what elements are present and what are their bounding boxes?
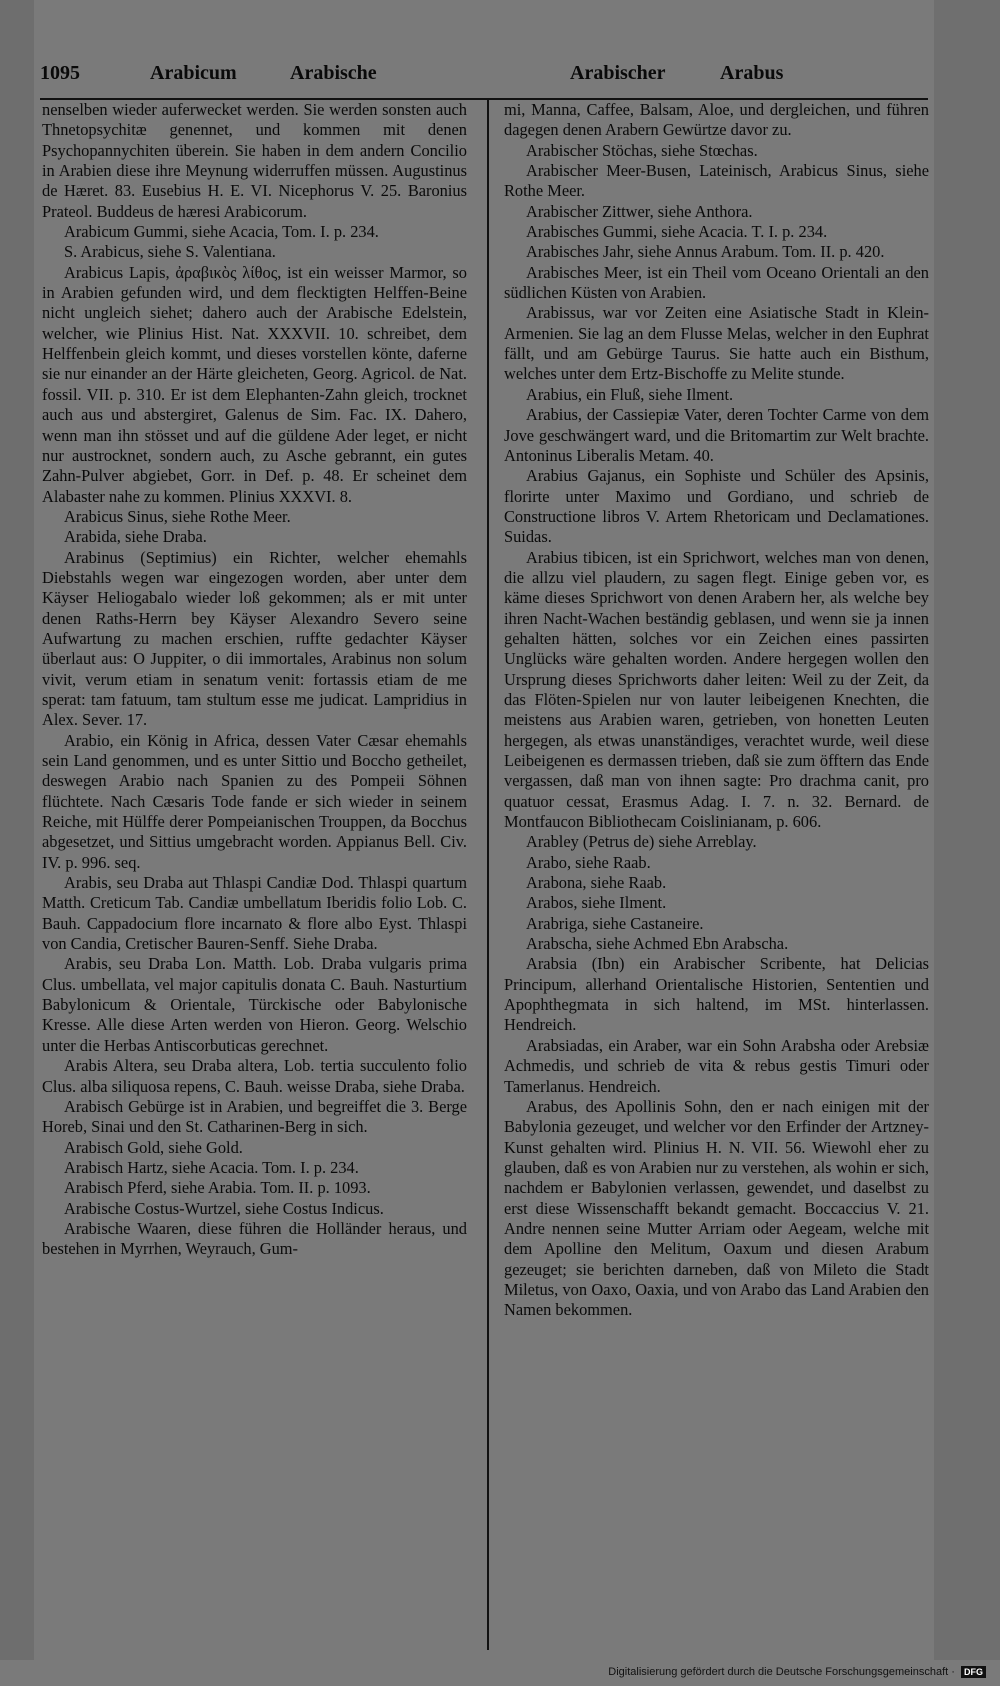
entry: Arabisch Gebürge ist in Arabien, und begreiffet die 3. Berge Horeb, Sinai und den St. Catharinen-Berg in sich. <box>42 1096 467 1137</box>
entry: Arabische Waaren, diese führen die Holländer heraus, und bestehen in Myrrhen, Weyrauch, Gum- <box>42 1218 467 1259</box>
entry: Arabicum Gummi, siehe Acacia, Tom. I. p. 234. <box>64 222 379 242</box>
entry: Arabsia (Ibn) ein Arabischer Scribente, hat Delicias Principum, allerhand Orientalische Historien, Sententien und Apophthegmata in sich haltend, im MSt. hinterlassen. Hendreich. <box>504 954 929 1035</box>
entry: Arabisches Meer, ist ein Theil vom Oceano Orientali an den südlichen Küsten von Arabien. <box>504 262 929 303</box>
page-number: 1095 <box>40 62 80 84</box>
entry: Arabicus Sinus, siehe Rothe Meer. <box>64 506 291 526</box>
entry: Arabio, ein König in Africa, dessen Vater Cæsar ehemahls sein Land genommen, und es unter Sittio und Boccho getheilet, deswegen Arabio nach Spanien zu des Pompeii Söhnen flüchtete. Nach Cæsaris Tode fande er sich wieder in seinem Reiche, mit Hülffe derer Pompeianischen Trouppen, da Bocchus abgesetzet, und Sittius umgebracht worden. Appianus Bell. Civ. IV. p. 996. seq. <box>42 730 467 872</box>
entry: Arabis Altera, seu Draba altera, Lob. tertia succulento folio Clus. alba siliquosa repens, C. Bauh. weisse Draba, siehe Draba. <box>42 1056 467 1096</box>
entry: Arabis, seu Draba Lon. Matth. Lob. Draba vulgaris prima Clus. umbellata, vel major capitulis donata C. Bauh. Nasturtium Babylonicum & Orientale, Türckische oder Babylonische Kresse. Alle diese Arten werden von Hieron. Georg. Welschio unter die Herbas Antiscorbuticas gerechnet. <box>42 954 467 1055</box>
entry: Arabinus (Septimius) ein Richter, welcher ehemahls Diebstahls wegen war eingezogen worden, aber unter dem Käyser Heliogabalo wieder loß gekommen; als er mit unter denen Raths-Herrn bey Käyser Alexandro Severo seine Aufwartung zu machen erschien, ruffte gedachter Käyser überlaut aus: O Juppiter, o dii immortales, Arabinus non solum vivit, verum etiam in senatum venit: fortassis etiam de me sperat: tam fatuum, tam stultum esse me judicat. Lampridius in Alex. Sever. 17. <box>42 547 467 730</box>
page-header <box>40 58 930 92</box>
entry: Arabischer Meer-Busen, Lateinisch, Arabicus Sinus, siehe Rothe Meer. <box>504 161 929 201</box>
entry: Arabischer Zittwer, siehe Anthora. <box>526 201 753 221</box>
entry: Arabisches Jahr, siehe Annus Arabum. Tom. II. p. 420. <box>526 242 885 262</box>
scan-edge-left <box>0 0 34 1660</box>
right-catchword-german: Arabischer <box>570 62 666 84</box>
entry: Arabius, ein Fluß, siehe Ilment. <box>526 384 734 404</box>
entry: Arabida, siehe Draba. <box>64 527 207 547</box>
left-column <box>42 100 467 1630</box>
left-catchword-latin: Arabicum <box>150 62 237 84</box>
entry: Arabisch Gold, siehe Gold. <box>64 1137 243 1157</box>
right-catchword-latin: Arabus <box>720 62 784 84</box>
credit-text: Digitalisierung gefördert durch die Deutsche Forschungsgemeinschaft · <box>608 1665 955 1678</box>
entry: Arabicus Lapis, ἀραβικὸς λίθος, ist ein weisser Marmor, so in Arabien gefunden wird, und dem flecktigten Helffen-Beine nicht ungleich siehet; dahero auch der Arabische Edelstein, welcher, wie Plinius Hist. Nat. XXXVII. 10. schreibet, dem Helffenbein gleich kommt, und dieses vorstellen könte, daferne sie nur einander an der Härte gleicheten, Georg. Agricol. de Nat. fossil. VII. p. 310. Er ist dem Elephanten-Zahn gleich, trocknet auch aus und abstergiret, Galenus de Sim. Fac. IX. Dahero, wenn man ihn stösset und auf die güldene Ader leget, er nicht nur austrocknet, sondern auch, zu Asche gebrannt, ein gutes Zahn-Pulver abgiebet, Gorr. in Def. p. 48. Er scheinet dem Alabaster nahe zu kommen. Plinius XXXVI. 8. <box>42 262 467 506</box>
entry: Arabissus, war vor Zeiten eine Asiatische Stadt in Klein-Armenien. Sie lag an dem Flusse Melas, welcher in den Euphrat fällt, und am Gebürge Taurus. Sie hatte auch ein Bisthum, welches unter dem Ertz-Bischoffe zu Melite stunde. <box>504 303 929 384</box>
entry: Arabriga, siehe Castaneire. <box>526 913 704 933</box>
column-divider <box>487 100 489 1650</box>
entry: Arabius, der Cassiepiæ Vater, deren Tochter Carme von dem Jove geschwängert ward, und die Britomartim zur Welt brachte. Antoninus Liberalis Metam. 40. <box>504 405 929 465</box>
entry-continuation: mi, Manna, Caffee, Balsam, Aloe, und dergleichen, und führen dagegen denen Arabern Gewürtze davor zu. <box>504 100 929 140</box>
digitization-credit <box>608 1666 986 1678</box>
entry: S. Arabicus, siehe S. Valentiana. <box>64 242 276 262</box>
entry: Arabisches Gummi, siehe Acacia. T. I. p. 234. <box>526 222 828 242</box>
entry: Arabisch Hartz, siehe Acacia. Tom. I. p. 234. <box>64 1157 359 1177</box>
right-column <box>504 100 929 1630</box>
entry: Arabley (Petrus de) siehe Arreblay. <box>526 832 757 852</box>
entry-continuation: nenselben wieder auferwecket werden. Sie werden sonsten auch Thnetopsychitæ genennet, und kommen mit denen Psychopannychiten überein. Sie haben in dem andern Concilio in Arabien diese ihre Meynung widerruffen müssen. Augustinus de Hæret. 83. Eusebius H. E. VI. Nicephorus V. 25. Baronius Prateol. Buddeus de hæresi Arabicorum. <box>42 100 467 221</box>
entry: Arabisch Pferd, siehe Arabia. Tom. II. p. 1093. <box>64 1178 371 1198</box>
left-catchword-german: Arabische <box>290 62 377 84</box>
entry: Arabscha, siehe Achmed Ebn Arabscha. <box>526 934 789 954</box>
scan-edge-right <box>934 0 1000 1660</box>
dfg-logo: DFG <box>961 1666 986 1678</box>
entry: Arabus, des Apollinis Sohn, den er nach einigen mit der Babylonia gezeuget, und welcher vor den Erfinder der Artzney-Kunst gehalten wird. Plinius H. N. VII. 56. Wiewohl eher zu glauben, daß es von Arabien nur zu verstehen, als wohin er sich, nachdem er Babylonien verlassen, gewendet, und daselbst zu erst diese Wissenschafft bekandt gemacht. Boccaccius V. 21. Andre nennen seine Mutter Arriam oder Aegeam, welche mit dem Apolline den Melitum, Oaxum und diesen Arabum gezeuget; sie berichten darneben, daß von Mileto die Stadt Miletus, von Oaxo, Oaxia, und von Arabo das Land Arabien den Namen bekommen. <box>504 1096 929 1320</box>
entry: Arabo, siehe Raab. <box>526 852 651 872</box>
entry: Arabische Costus-Wurtzel, siehe Costus Indicus. <box>64 1198 384 1218</box>
entry: Arabius tibicen, ist ein Sprichwort, welches man von denen, die allzu viel plaudern, zu sagen flegt. Einige geben vor, es käme dieses Sprichwort von denen Arabern her, als welche bey ihren Nacht-Wachen beständig geblasen, und wenn sie ja innen gehalten hätten, solches vor ein Zeichen eines passirten Unglücks wäre gehalten worden. Andere hergegen wollen den Ursprung dieses Sprichworts daher leiten: Weil zu der Zeit, da das Flöten-Spielen nur von lauter leibeigenen Knechten, die meistens aus Arabien waren, getrieben, von honetten Leuten hergegen, als etwas unanständiges, verachtet wurde, weil diese Leibeigenen es dermassen trieben, daß sie zum öfftern das Ende vergassen, daß man von ihnen sagte: Pro drachma canit, pro quatuor cessat, Erasmus Adag. I. 7. n. 32. Bernard. de Montfaucon Bibliothecam Coislinianam, p. 606. <box>504 547 929 832</box>
entry: Arabius Gajanus, ein Sophiste und Schüler des Apsinis, florirte unter Maximo und Gordiano, und schrieb de Constructione libros V. Artem Rhetoricam und Declamationes. Suidas. <box>504 466 929 547</box>
entry: Arabis, seu Draba aut Thlaspi Candiæ Dod. Thlaspi quartum Matth. Creticum Tab. Candiæ umbellatum Iberidis folio Lob. C. Bauh. Cappadocium flore incarnato & flore albo Eyst. Thlaspi von Candia, Cretischer Bauren-Senff. Siehe Draba. <box>42 873 467 954</box>
entry: Arabsiadas, ein Araber, war ein Sohn Arabsha oder Arebsiæ Achmedis, und schrieb de vita & rebus gestis Timuri oder Tamerlanus. Hendreich. <box>504 1035 929 1096</box>
entry: Arabona, siehe Raab. <box>526 873 667 893</box>
entry: Arabischer Stöchas, siehe Stœchas. <box>526 140 758 160</box>
entry: Arabos, siehe Ilment. <box>526 893 667 913</box>
